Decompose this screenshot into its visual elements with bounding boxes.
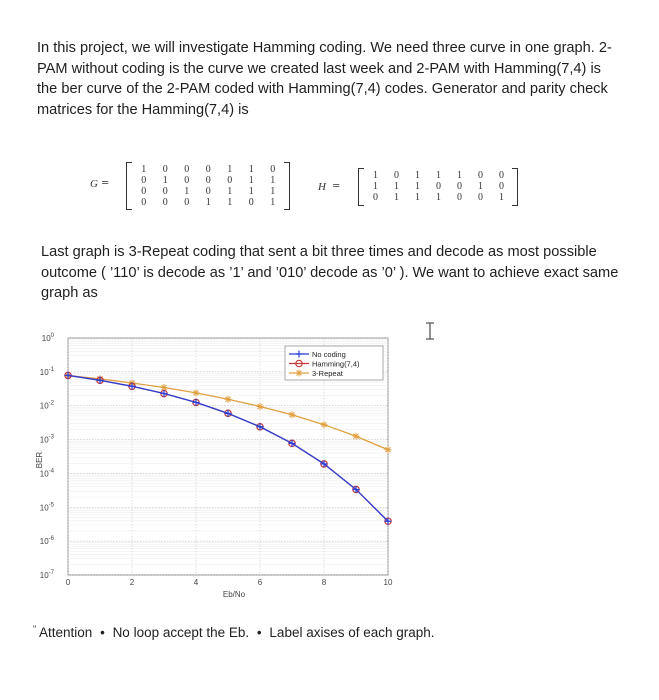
- data-point: [257, 403, 264, 410]
- matrix-cell: 0: [478, 192, 483, 203]
- matrix-cell: 0: [205, 164, 211, 175]
- repeat-line: Last graph is 3-Repeat coding that sent a bit three times and decode as most possible: [41, 244, 597, 260]
- matrix-cell: 1: [373, 181, 378, 192]
- matrix-cell: 0: [162, 164, 168, 175]
- matrix-cell: 1: [270, 197, 276, 208]
- matrix-cell: 1: [499, 192, 504, 203]
- matrix-cell: 1: [270, 186, 276, 197]
- bullet: •: [256, 625, 262, 640]
- x-tick-label: 4: [193, 578, 199, 587]
- matrix-cell: 0: [184, 175, 190, 186]
- matrix-cell: 0: [141, 175, 147, 186]
- matrix-cell: 1: [184, 186, 190, 197]
- matrix-cell: 0: [141, 186, 147, 197]
- matrix-cell: 0: [205, 175, 211, 186]
- legend-label: Hamming(7,4): [312, 359, 360, 369]
- matrix-cell: 0: [499, 170, 504, 181]
- data-point: [385, 446, 392, 453]
- matrix-cell: 0: [457, 192, 462, 203]
- y-tick-label: $10^{-6}$: [39, 536, 54, 547]
- matrix-cell: 1: [415, 170, 420, 181]
- attention-item-2: Label axises of each graph.: [269, 625, 435, 640]
- matrix-cell: 0: [141, 197, 147, 208]
- data-point: [353, 433, 360, 440]
- matrix-cell: 0: [457, 181, 462, 192]
- matrix-cell: 0: [373, 192, 378, 203]
- x-tick-label: 10: [383, 578, 393, 587]
- x-tick-label: 0: [65, 578, 71, 587]
- matrix-cell: 0: [184, 164, 190, 175]
- matrix-cell: 1: [227, 164, 233, 175]
- repeat-line: outcome ( ’110’ is decode as ’1’ and ’010’ decode as ’0’ ). We want to achieve exact same: [41, 264, 619, 281]
- matrix-cell: 1: [162, 175, 168, 186]
- legend-label: 3-Repeat: [312, 368, 343, 378]
- x-tick-label: 2: [129, 578, 135, 587]
- matrix-cell: 1: [248, 186, 254, 197]
- matrix-cell: 0: [162, 197, 168, 208]
- matrix-cell: 1: [478, 181, 483, 192]
- y-tick-label: $10^0$: [41, 333, 54, 343]
- matrix-cell: 0: [205, 186, 211, 197]
- matrix-cell: 0: [394, 170, 399, 181]
- matrix-cell: 1: [270, 175, 276, 186]
- y-tick-label: $10^{-3}$: [39, 434, 54, 445]
- matrix-cell: 1: [415, 192, 420, 203]
- matrix-cell: 1: [248, 175, 254, 186]
- data-point: [289, 411, 296, 418]
- y-tick-label: $10^{-7}$: [39, 570, 54, 580]
- y-tick-label: $10^{-1}$: [39, 366, 54, 377]
- h-equals: =: [332, 181, 341, 192]
- data-point: [225, 396, 232, 403]
- quote-mark: “: [33, 624, 37, 635]
- matrix-cell: 1: [227, 197, 233, 208]
- matrix-cell: 1: [248, 164, 254, 175]
- attention-note: [39, 625, 639, 640]
- matrix-cell: 1: [436, 170, 441, 181]
- attention-item-1: No loop accept the Eb.: [112, 625, 250, 640]
- x-tick-label: 8: [321, 578, 327, 587]
- matrix-cell: 1: [373, 170, 378, 181]
- matrix-cell: 1: [141, 164, 147, 175]
- text-cursor-icon: [424, 322, 436, 340]
- matrix-cell: 1: [457, 170, 462, 181]
- intro-line: the ber curve of the 2-PAM coded with Hamming(7,4) codes. Generator and parity check: [37, 81, 608, 97]
- matrix-cell: 0: [270, 164, 276, 175]
- repeat-line: graph as: [41, 285, 98, 301]
- matrix-cell: 0: [162, 186, 168, 197]
- data-point: [321, 421, 328, 428]
- legend-label: No coding: [312, 349, 346, 359]
- bullet: •: [100, 625, 105, 640]
- x-tick-label: 6: [257, 578, 263, 587]
- matrix-cell: 1: [227, 186, 233, 197]
- y-axis-label: BER: [35, 451, 44, 469]
- intro-line: matrices for the Hamming(7,4) is: [37, 101, 249, 118]
- data-point: [296, 370, 303, 377]
- matrix-cell: 0: [184, 197, 190, 208]
- matrix-cell: 1: [415, 181, 420, 192]
- y-tick-label: $10^{-5}$: [39, 502, 54, 513]
- matrix-cell: 0: [248, 197, 254, 208]
- matrix-cell: 1: [394, 181, 399, 192]
- matrix-cell: 0: [227, 175, 233, 186]
- matrix-cell: 0: [478, 170, 483, 181]
- y-tick-label: $10^{-4}$: [39, 468, 54, 479]
- matrix-cell: 0: [436, 181, 441, 192]
- g-matrix-label: G: [90, 178, 98, 190]
- y-tick-label: $10^{-2}$: [39, 400, 54, 411]
- h-matrix-label: H: [318, 181, 326, 193]
- x-axis-label: Eb/No: [222, 590, 246, 599]
- data-point: [193, 389, 200, 396]
- matrix-cell: 1: [394, 192, 399, 203]
- matrix-cell: 0: [499, 181, 504, 192]
- intro-line: PAM without coding is the curve we created last week and 2-PAM with Hamming(7,4) is: [37, 60, 601, 77]
- matrix-cell: 1: [436, 192, 441, 203]
- matrix-cell: 1: [205, 197, 211, 208]
- intro-line: In this project, we will investigate Hamming coding. We need three curve in one graph. 2-: [37, 40, 612, 56]
- attention-lead: Attention: [39, 625, 93, 640]
- g-equals: =: [101, 178, 110, 189]
